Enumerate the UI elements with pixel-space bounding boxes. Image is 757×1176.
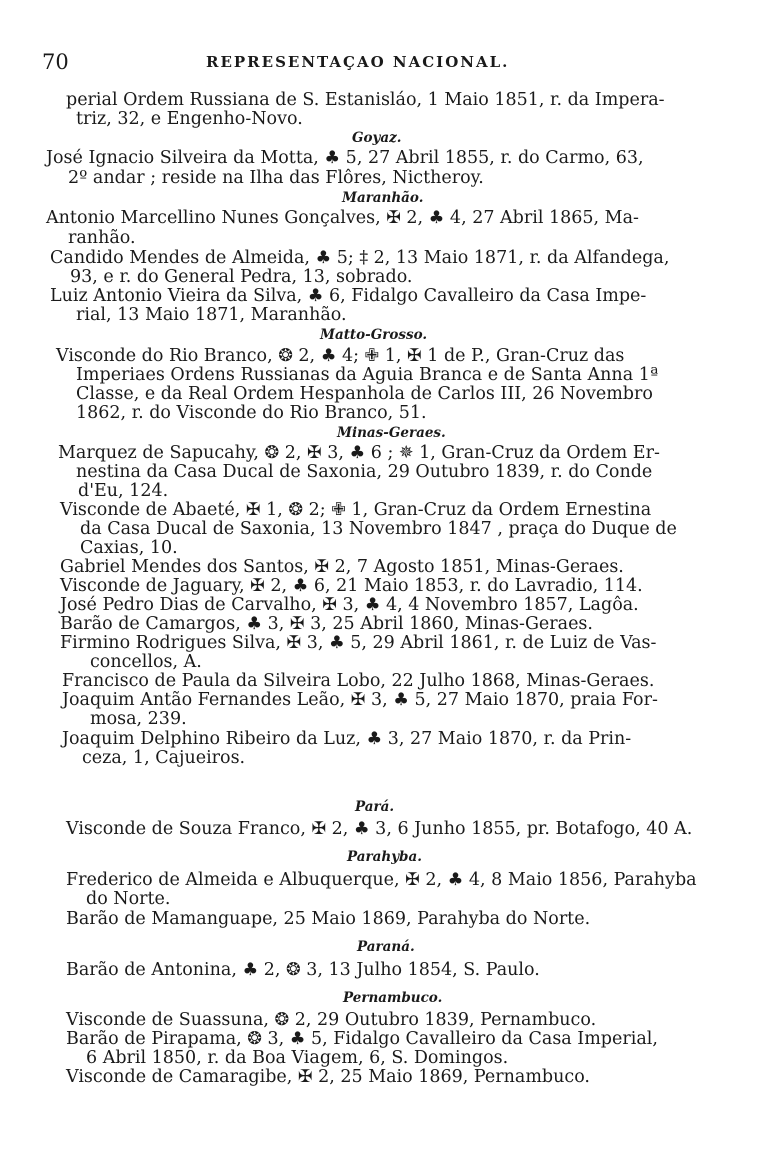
text-line: perial Ordem Russiana de S. Estanisláo, 1 Maio 1851, r. da Impera- bbox=[66, 90, 665, 110]
text-line: rial, 13 Maio 1871, Maranhão. bbox=[76, 305, 347, 325]
text-line: Caxias, 10. bbox=[80, 538, 178, 558]
section-heading-matto-grosso: Matto-Grosso. bbox=[320, 327, 428, 343]
text-line: Joaquim Delphino Ribeiro da Luz, ♣ 3, 27 Maio 1870, r. da Prin- bbox=[62, 729, 632, 749]
section-heading-pernambuco: Pernambuco. bbox=[343, 990, 443, 1006]
section-heading-maranhao: Maranhão. bbox=[342, 190, 424, 206]
text-line: Visconde de Souza Franco, ✠ 2, ♣ 3, 6 Junho 1855, pr. Botafogo, 40 A. bbox=[66, 819, 693, 839]
text-line: ranhão. bbox=[68, 228, 136, 248]
text-line: Barão de Camargos, ♣ 3, ✠ 3, 25 Abril 1860, Minas-Geraes. bbox=[60, 614, 593, 634]
text-line: mosa, 239. bbox=[90, 709, 187, 729]
text-line: 6 Abril 1850, r. da Boa Viagem, 6, S. Domingos. bbox=[86, 1048, 509, 1068]
text-line: Candido Mendes de Almeida, ♣ 5; ‡ 2, 13 Maio 1871, r. da Alfandega, bbox=[50, 248, 670, 268]
text-line: Barão de Pirapama, ❂ 3, ♣ 5, Fidalgo Cavalleiro da Casa Imperial, bbox=[66, 1029, 658, 1049]
text-line: triz, 32, e Engenho-Novo. bbox=[76, 109, 303, 129]
text-line: 93, e r. do General Pedra, 13, sobrado. bbox=[70, 267, 413, 287]
text-line: nestina da Casa Ducal de Saxonia, 29 Outubro 1839, r. do Conde bbox=[76, 462, 653, 482]
text-line: d'Eu, 124. bbox=[78, 481, 169, 501]
text-line: Barão de Antonina, ♣ 2, ❂ 3, 13 Julho 1854, S. Paulo. bbox=[66, 960, 540, 980]
text-line: Marquez de Sapucahy, ❂ 2, ✠ 3, ♣ 6 ; ✵ 1, Gran-Cruz da Ordem Er- bbox=[58, 443, 660, 463]
section-heading-parana: Paraná. bbox=[357, 939, 415, 955]
text-line: ceza, 1, Cajueiros. bbox=[82, 748, 246, 768]
section-heading-parahyba: Parahyba. bbox=[347, 849, 422, 865]
text-line: Frederico de Almeida e Albuquerque, ✠ 2, ♣ 4, 8 Maio 1856, Parahyba bbox=[66, 870, 697, 890]
text-line: Visconde de Abaeté, ✠ 1, ❂ 2; ✙ 1, Gran-Cruz da Ordem Ernestina bbox=[60, 500, 652, 520]
text-line: Luiz Antonio Vieira da Silva, ♣ 6, Fidalgo Cavalleiro da Casa Impe- bbox=[50, 286, 647, 306]
text-line: José Ignacio Silveira da Motta, ♣ 5, 27 Abril 1855, r. do Carmo, 63, bbox=[46, 148, 644, 168]
text-line: Francisco de Paula da Silveira Lobo, 22 Julho 1868, Minas-Geraes. bbox=[62, 671, 655, 691]
text-line: 2º andar ; reside na Ilha das Flôres, Nictheroy. bbox=[68, 168, 484, 188]
text-line: Visconde de Jaguary, ✠ 2, ♣ 6, 21 Maio 1853, r. do Lavradio, 114. bbox=[60, 576, 643, 596]
section-heading-goyaz: Goyaz. bbox=[352, 130, 402, 146]
section-heading-minas-geraes: Minas-Geraes. bbox=[337, 425, 446, 441]
text-line: Visconde de Camaragibe, ✠ 2, 25 Maio 1869, Pernambuco. bbox=[66, 1067, 590, 1087]
text-line: do Norte. bbox=[86, 889, 171, 909]
page-header bbox=[42, 50, 722, 80]
text-line: Firmino Rodrigues Silva, ✠ 3, ♣ 5, 29 Abril 1861, r. de Luiz de Vas- bbox=[60, 633, 657, 653]
text-line: Barão de Mamanguape, 25 Maio 1869, Parahyba do Norte. bbox=[66, 909, 591, 929]
running-title: REPRESENTAÇAO NACIONAL. bbox=[206, 53, 510, 71]
text-line: José Pedro Dias de Carvalho, ✠ 3, ♣ 4, 4 Novembro 1857, Lagôa. bbox=[60, 595, 639, 615]
text-line: Imperiaes Ordens Russianas da Aguia Branca e de Santa Anna 1ª bbox=[76, 365, 659, 385]
text-line: Joaquim Antão Fernandes Leão, ✠ 3, ♣ 5, 27 Maio 1870, praia For- bbox=[62, 690, 658, 710]
text-line: Visconde de Suassuna, ❂ 2, 29 Outubro 1839, Pernambuco. bbox=[66, 1010, 597, 1030]
text-line: Gabriel Mendes dos Santos, ✠ 2, 7 Agosto 1851, Minas-Geraes. bbox=[60, 557, 624, 577]
page-number: 70 bbox=[42, 50, 69, 74]
text-line: Antonio Marcellino Nunes Gonçalves, ✠ 2, ♣ 4, 27 Abril 1865, Ma- bbox=[46, 208, 639, 228]
text-line: Visconde do Rio Branco, ❂ 2, ♣ 4; ✙ 1, ✠ 1 de P., Gran-Cruz das bbox=[56, 346, 625, 366]
text-line: da Casa Ducal de Saxonia, 13 Novembro 1847 , praça do Duque de bbox=[80, 519, 677, 539]
text-line: 1862, r. do Visconde do Rio Branco, 51. bbox=[76, 403, 427, 423]
text-line: concellos, A. bbox=[90, 652, 202, 672]
text-line: Classe, e da Real Ordem Hespanhola de Carlos III, 26 Novembro bbox=[76, 384, 653, 404]
section-heading-para: Pará. bbox=[355, 799, 395, 815]
